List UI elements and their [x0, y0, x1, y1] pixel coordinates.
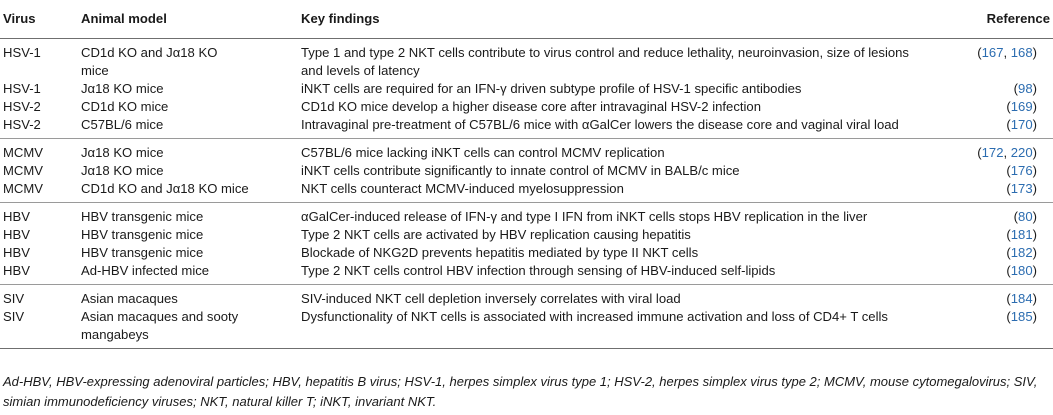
cell-reference: (80) [1013, 209, 1037, 224]
cell-finding: iNKT cells contribute significantly to innate control of MCMV in BALB/c mice [301, 163, 740, 178]
header-virus: Virus [0, 0, 78, 39]
reference-link[interactable]: 170 [1010, 117, 1033, 132]
cell-model: Asian macaques and sooty mangabeys [81, 309, 239, 342]
cell-model: HBV transgenic mice [81, 209, 204, 224]
cell-model: Asian macaques [81, 291, 178, 306]
reference-link[interactable]: 169 [1010, 99, 1033, 114]
cell-finding: Type 2 NKT cells control HBV infection through sensing of HBV-induced self-lipids [301, 263, 776, 278]
cell-finding: CD1d KO mice develop a higher disease core after intravaginal HSV-2 infection [301, 99, 761, 114]
cell-finding: SIV-induced NKT cell depletion inversely correlates with viral load [301, 291, 681, 306]
reference-link[interactable]: 181 [1010, 227, 1033, 242]
group-hbv [0, 203, 1053, 285]
reference-link[interactable]: 220 [1010, 145, 1033, 160]
cell-finding: Type 1 and type 2 NKT cells contribute to virus control and reduce lethality, neuroinvasion, size of lesions and levels of latency [301, 45, 909, 78]
cell-virus: SIV [3, 291, 25, 306]
cell-reference: (180) [1006, 263, 1037, 278]
cell-virus: MCMV [3, 181, 44, 196]
cell-virus: SIV [3, 309, 25, 324]
cell-reference: (185) [1006, 309, 1037, 324]
table-row [0, 308, 1053, 349]
cell-virus: MCMV [3, 163, 44, 178]
cell-reference: (184) [1006, 291, 1037, 306]
reference-link[interactable]: 184 [1010, 291, 1033, 306]
cell-model: CD1d KO and Jα18 KO mice [81, 45, 218, 78]
cell-finding: C57BL/6 mice lacking iNKT cells can control MCMV replication [301, 145, 665, 160]
cell-model: C57BL/6 mice [81, 117, 164, 132]
reference-link[interactable]: 80 [1018, 209, 1033, 224]
table-row [0, 285, 1053, 309]
reference-link[interactable]: 182 [1010, 245, 1033, 260]
cell-model: Jα18 KO mice [81, 145, 164, 160]
cell-reference: (176) [1006, 163, 1037, 178]
table-row [0, 116, 1053, 139]
table-row [0, 180, 1053, 203]
cell-model: Ad-HBV infected mice [81, 263, 210, 278]
cell-reference: (170) [1006, 117, 1037, 132]
cell-model: Jα18 KO mice [81, 81, 164, 96]
cell-reference: (181) [1006, 227, 1037, 242]
table-row [0, 139, 1053, 163]
reference-link[interactable]: 185 [1010, 309, 1033, 324]
reference-link[interactable]: 180 [1010, 263, 1033, 278]
cell-finding: Dysfunctionality of NKT cells is associated with increased immune activation and loss of CD4+ T cells [301, 309, 888, 324]
cell-model: HBV transgenic mice [81, 245, 204, 260]
cell-model: CD1d KO and Jα18 KO mice [81, 181, 249, 196]
reference-link[interactable]: 176 [1010, 163, 1033, 178]
table-row [0, 203, 1053, 227]
cell-finding: Type 2 NKT cells are activated by HBV replication causing hepatitis [301, 227, 691, 242]
table-row [0, 244, 1053, 262]
reference-link[interactable]: 168 [1010, 45, 1033, 60]
cell-finding: Blockade of NKG2D prevents hepatitis mediated by type II NKT cells [301, 245, 699, 260]
cell-finding: αGalCer-induced release of IFN-γ and type I IFN from iNKT cells stops HBV replication in the liver [301, 209, 868, 224]
header-key-findings: Key findings [298, 0, 941, 39]
reference-link[interactable]: 98 [1018, 81, 1033, 96]
table-row [0, 80, 1053, 98]
cell-model: CD1d KO mice [81, 99, 169, 114]
table-row [0, 162, 1053, 180]
cell-virus: HSV-1 [3, 45, 41, 60]
header-animal-model: Animal model [78, 0, 298, 39]
cell-finding: NKT cells counteract MCMV-induced myelosuppression [301, 181, 624, 196]
cell-virus: HBV [3, 245, 30, 260]
cell-model: HBV transgenic mice [81, 227, 204, 242]
cell-virus: HBV [3, 227, 30, 242]
cell-reference: (173) [1006, 181, 1037, 196]
group-mcmv [0, 139, 1053, 203]
cell-virus: HSV-2 [3, 99, 41, 114]
reference-link[interactable]: 173 [1010, 181, 1033, 196]
cell-virus: HSV-2 [3, 117, 41, 132]
table-row [0, 262, 1053, 285]
group-hsv [0, 39, 1053, 139]
cell-reference: (169) [1006, 99, 1037, 114]
cell-virus: HSV-1 [3, 81, 41, 96]
table-row [0, 39, 1053, 81]
cell-reference: (98) [1013, 81, 1037, 96]
cell-virus: HBV [3, 263, 30, 278]
cell-reference: (172, 220) [977, 145, 1037, 160]
cell-finding: Intravaginal pre-treatment of C57BL/6 mice with αGalCer lowers the disease core and vaginal viral load [301, 117, 899, 132]
reference-link[interactable]: 167 [981, 45, 1004, 60]
reference-link[interactable]: 172 [981, 145, 1004, 160]
cell-virus: MCMV [3, 145, 44, 160]
table-row [0, 98, 1053, 116]
header-reference: Reference [941, 0, 1053, 39]
table-header [0, 0, 1053, 39]
table-footnote: Ad-HBV, HBV-expressing adenoviral particles; HBV, hepatitis B virus; HSV-1, herpes simplex virus type 1; HSV-2, herpes simplex virus type 2; MCMV, mouse cytomegalovirus; SIV, simian immunodeficiency viruses; NKT, natural killer T; iNKT, invariant NKT. [3, 374, 1038, 409]
cell-reference: (182) [1006, 245, 1037, 260]
table-row [0, 226, 1053, 244]
cell-virus: HBV [3, 209, 30, 224]
cell-finding: iNKT cells are required for an IFN-γ driven subtype profile of HSV-1 specific antibodies [301, 81, 802, 96]
group-siv [0, 285, 1053, 349]
cell-model: Jα18 KO mice [81, 163, 164, 178]
cell-reference: (167, 168) [977, 45, 1037, 60]
